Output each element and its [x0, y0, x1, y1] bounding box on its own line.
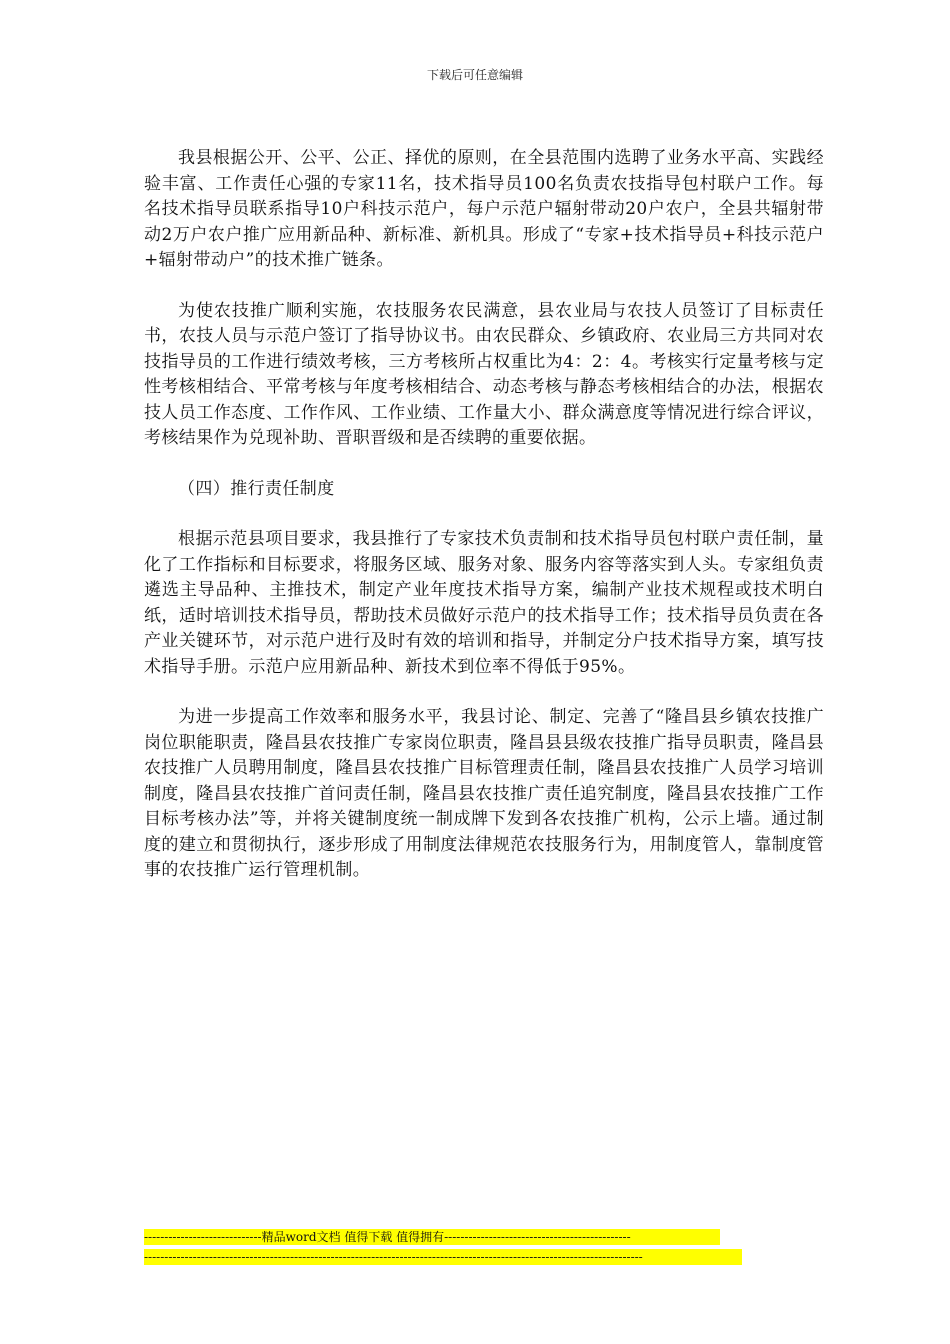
footer-line-2: --------------------------------------------------------------------------------------------------------------------------- [144, 1249, 742, 1265]
paragraph-responsibility-system: 根据示范县项目要求，我县推行了专家技术负责制和技术指导员包村联户责任制，量化了工作指标和目标要求，将服务区域、服务对象、服务内容等落实到人头。专家组负责遴选主导品种、主推技术，制定产业年度技术指导方案，编制产业技术规程或技术明白纸，适时培训技术指导员，帮助技术员做好示范户的技术指导工作；技术指导员负责在各产业关键环节，对示范户进行及时有效的培训和指导，并制定分户技术指导方案，填写技术指导手册。示范户应用新品种、新技术到位率不得低于95%。 [144, 529, 824, 677]
paragraph-institution-building: 为进一步提高工作效率和服务水平，我县讨论、制定、完善了“隆昌县乡镇农技推广岗位职能职责，隆昌县农技推广专家岗位职责，隆昌县县级农技推广指导员职责，隆昌县农技推广人员聘用制度，隆昌县农技推广目标管理责任制，隆昌县农技推广人员学习培训制度，隆昌县农技推广首问责任制，隆昌县农技推广责任追究制度，隆昌县农技推广工作目标考核办法”等，并将关键制度统一制成牌下发到各农技推广机构，公示上墙。通过制度的建立和贯彻执行，逐步形成了用制度法律规范农技服务行为，用制度管人，靠制度管事的农技推广运行管理机制。 [144, 707, 824, 880]
footer-line-1: -----------------------------精品word文档 值得下载 值得拥有---------------------------------------------- [144, 1229, 720, 1245]
document-body [144, 146, 824, 909]
header-note: 下载后可任意编辑 [426, 68, 523, 82]
footer-banner [144, 1229, 744, 1265]
paragraph-performance-assessment: 为使农技推广顺利实施，农技服务农民满意，县农业局与农技人员签订了目标责任书，农技人员与示范户签订了指导协议书。由农民群众、乡镇政府、农业局三方共同对农技指导员的工作进行绩效考核，三方考核所占权重比为4：2：4。考核实行定量考核与定性考核相结合、平常考核与年度考核相结合、动态考核与静态考核相结合的办法，根据农技人员工作态度、工作作风、工作业绩、工作量大小、群众满意度等情况进行综合评议，考核结果作为兑现补助、晋职晋级和是否续聘的重要依据。 [144, 300, 824, 448]
paragraph-expert-selection: 我县根据公开、公平、公正、择优的原则，在全县范围内选聘了业务水平高、实践经验丰富、工作责任心强的专家11名，技术指导员100名负责农技指导包村联户工作。每名技术指导员联系指导10户科技示范户，每户示范户辐射带动20户农户，全县共辐射带动2万户农户推广应用新品种、新标准、新机具。形成了“专家+技术指导员+科技示范户+辐射带动户”的技术推广链条。 [144, 148, 824, 270]
section-heading: （四）推行责任制度 [178, 478, 335, 499]
